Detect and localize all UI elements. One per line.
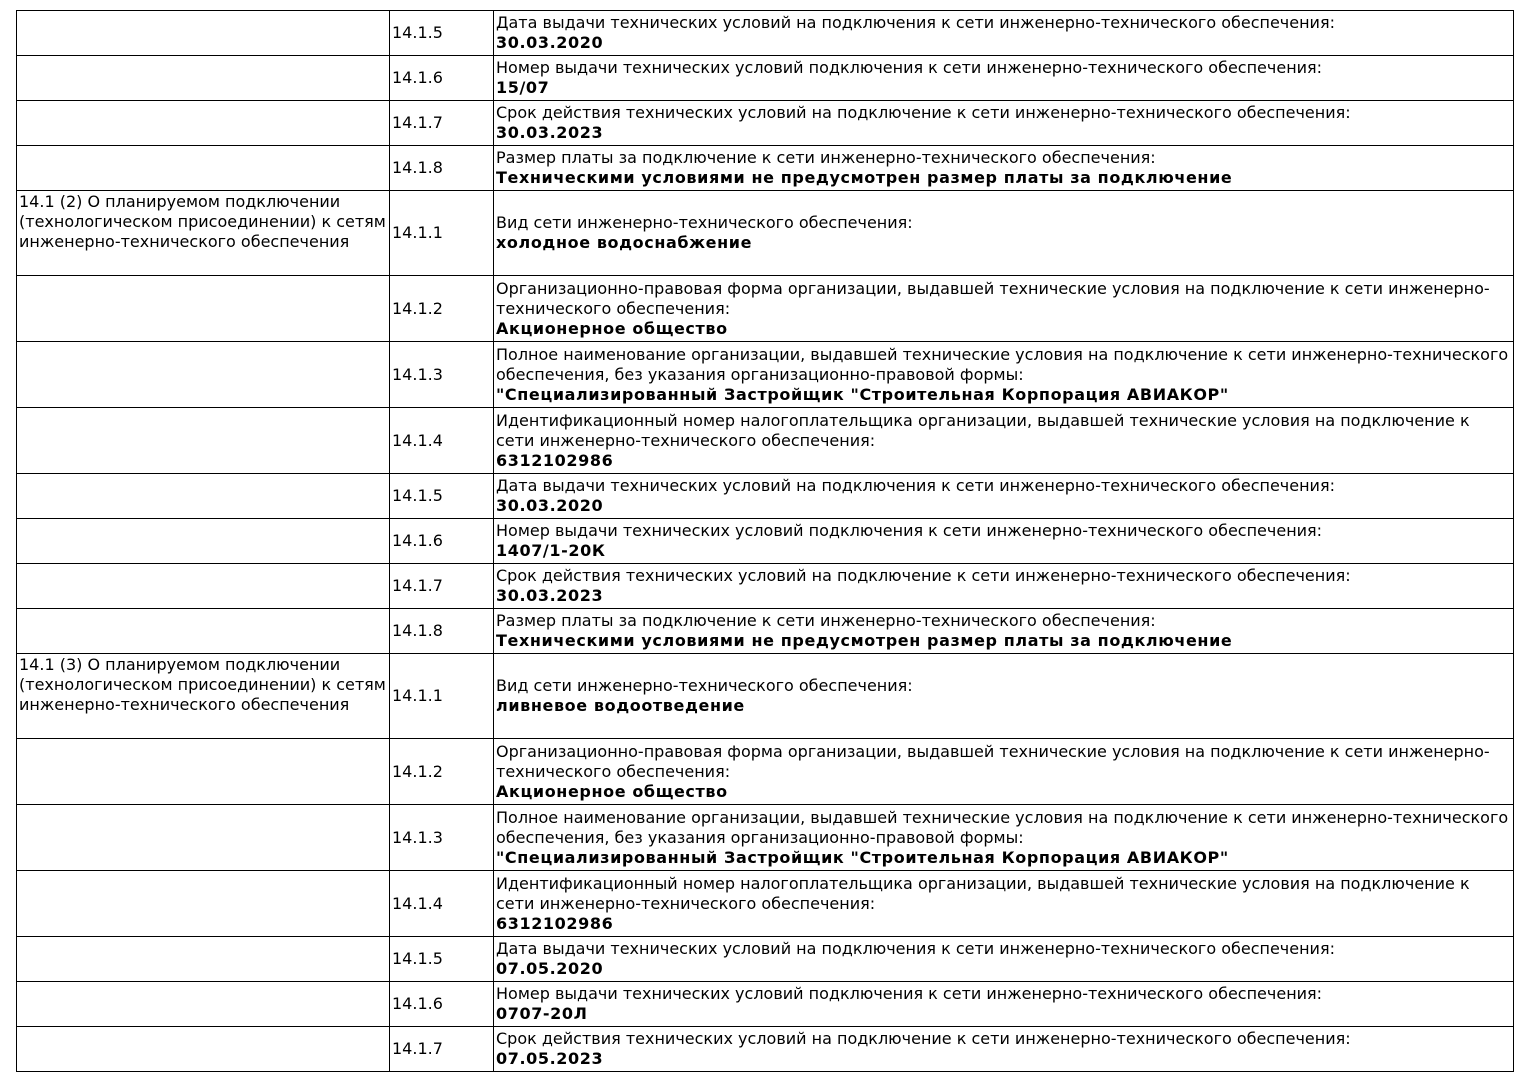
field-label: Вид сети инженерно-технического обеспечения: — [496, 213, 913, 232]
row-code: 14.1.4 — [392, 430, 443, 450]
field-label: Дата выдачи технических условий на подключения к сети инженерно-технического обеспечения: — [496, 13, 1335, 32]
section-cell — [17, 408, 390, 474]
code-cell — [390, 1027, 494, 1072]
code-cell — [390, 101, 494, 146]
field-value: 6312102986 — [496, 450, 614, 470]
section-cell — [17, 101, 390, 146]
code-cell — [390, 805, 494, 871]
code-cell — [390, 609, 494, 654]
field-value: Техническими условиями не предусмотрен размер платы за подключение — [496, 168, 1233, 187]
code-cell — [390, 871, 494, 937]
field-value: "Специализированный Застройщик "Строительная Корпорация АВИАКОР" — [496, 384, 1229, 404]
section-cell — [17, 519, 390, 564]
table-row — [17, 937, 1514, 982]
field-cell — [494, 564, 1514, 609]
code-cell — [390, 342, 494, 408]
row-code: 14.1.6 — [392, 531, 443, 550]
field-cell — [494, 191, 1514, 276]
field-cell — [494, 11, 1514, 56]
table-row — [17, 654, 1514, 739]
field-value: 30.03.2023 — [496, 123, 604, 142]
row-code: 14.1.7 — [392, 113, 443, 132]
row-code: 14.1.7 — [392, 576, 443, 595]
code-cell — [390, 654, 494, 739]
table-row — [17, 191, 1514, 276]
section-cell — [17, 564, 390, 609]
field-value: 15/07 — [496, 78, 550, 97]
field-label: Полное наименование организации, выдавшей технические условия на подключение к сети инженерно-технического обеспечения, без указания организационно-правовой формы: — [496, 807, 1509, 847]
section-cell: 14.1 (3) О планируемом подключении (технологическом присоединении) к сетям инженерно-технического обеспечения — [17, 654, 390, 739]
field-value: 07.05.2020 — [496, 959, 604, 978]
row-code: 14.1.5 — [392, 949, 443, 968]
field-value: 1407/1-20К — [496, 541, 606, 560]
table-row — [17, 739, 1514, 805]
row-code: 14.1.2 — [392, 761, 443, 781]
code-cell — [390, 276, 494, 342]
field-value: Акционерное общество — [496, 318, 728, 338]
row-code: 14.1.8 — [392, 158, 443, 177]
table-row — [17, 11, 1514, 56]
section-cell — [17, 474, 390, 519]
section-cell — [17, 805, 390, 871]
table-row — [17, 564, 1514, 609]
field-cell — [494, 408, 1514, 474]
code-cell — [390, 982, 494, 1027]
field-value: 30.03.2020 — [496, 33, 604, 52]
field-value: 6312102986 — [496, 913, 614, 933]
row-code: 14.1.6 — [392, 994, 443, 1013]
table-row — [17, 609, 1514, 654]
section-cell — [17, 1027, 390, 1072]
field-label: Организационно-правовая форма организации, выдавшей технические условия на подключение к сети инженерно-технического обеспечения: — [496, 741, 1490, 781]
field-label: Срок действия технических условий на подключение к сети инженерно-технического обеспечения: — [496, 566, 1351, 585]
section-cell — [17, 146, 390, 191]
field-label: Организационно-правовая форма организации, выдавшей технические условия на подключение к сети инженерно-технического обеспечения: — [496, 278, 1490, 318]
section-cell — [17, 739, 390, 805]
field-cell — [494, 1027, 1514, 1072]
field-label: Срок действия технических условий на подключение к сети инженерно-технического обеспечения: — [496, 1029, 1351, 1048]
section-cell — [17, 982, 390, 1027]
row-code: 14.1.8 — [392, 621, 443, 640]
field-label: Идентификационный номер налогоплательщика организации, выдавшей технические условия на подключение к сети инженерно-технического обеспечения: — [496, 873, 1470, 913]
field-cell — [494, 474, 1514, 519]
table-row — [17, 805, 1514, 871]
table-row — [17, 474, 1514, 519]
code-cell — [390, 564, 494, 609]
row-code: 14.1.5 — [392, 486, 443, 505]
row-code: 14.1.4 — [392, 893, 443, 913]
field-label: Дата выдачи технических условий на подключения к сети инженерно-технического обеспечения: — [496, 476, 1335, 495]
field-value: 30.03.2020 — [496, 496, 604, 515]
section-cell — [17, 937, 390, 982]
section-cell — [17, 871, 390, 937]
code-cell — [390, 519, 494, 564]
row-code: 14.1.1 — [392, 223, 443, 242]
field-cell — [494, 739, 1514, 805]
table-row — [17, 146, 1514, 191]
section-cell — [17, 342, 390, 408]
table-row — [17, 408, 1514, 474]
code-cell — [390, 937, 494, 982]
field-label: Вид сети инженерно-технического обеспечения: — [496, 676, 913, 695]
section-cell — [17, 609, 390, 654]
field-value: 0707-20Л — [496, 1004, 588, 1023]
section-cell — [17, 11, 390, 56]
field-cell — [494, 982, 1514, 1027]
field-label: Размер платы за подключение к сети инженерно-технического обеспечения: — [496, 611, 1156, 630]
code-cell — [390, 739, 494, 805]
table-row — [17, 871, 1514, 937]
row-code: 14.1.3 — [392, 364, 443, 384]
row-code: 14.1.6 — [392, 68, 443, 87]
code-cell — [390, 474, 494, 519]
field-cell — [494, 56, 1514, 101]
row-code: 14.1.2 — [392, 298, 443, 318]
field-value: 30.03.2023 — [496, 586, 604, 605]
field-value: 07.05.2023 — [496, 1049, 604, 1068]
field-cell — [494, 276, 1514, 342]
field-label: Идентификационный номер налогоплательщика организации, выдавшей технические условия на подключение к сети инженерно-технического обеспечения: — [496, 410, 1470, 450]
field-value: "Специализированный Застройщик "Строительная Корпорация АВИАКОР" — [496, 847, 1229, 867]
field-label: Размер платы за подключение к сети инженерно-технического обеспечения: — [496, 148, 1156, 167]
field-cell — [494, 654, 1514, 739]
code-cell — [390, 56, 494, 101]
row-code: 14.1.3 — [392, 827, 443, 847]
field-value: Акционерное общество — [496, 781, 728, 801]
field-label: Номер выдачи технических условий подключения к сети инженерно-технического обеспечения: — [496, 521, 1323, 540]
field-cell — [494, 871, 1514, 937]
field-value: Техническими условиями не предусмотрен размер платы за подключение — [496, 631, 1233, 650]
field-cell — [494, 519, 1514, 564]
section-cell — [17, 276, 390, 342]
table-body — [17, 11, 1514, 1072]
code-cell — [390, 408, 494, 474]
field-value: ливневое водоотведение — [496, 696, 745, 715]
field-label: Номер выдачи технических условий подключения к сети инженерно-технического обеспечения: — [496, 58, 1323, 77]
table-row — [17, 101, 1514, 146]
row-code: 14.1.1 — [392, 686, 443, 705]
field-cell — [494, 146, 1514, 191]
section-cell: 14.1 (2) О планируемом подключении (технологическом присоединении) к сетям инженерно-технического обеспечения — [17, 191, 390, 276]
table-row — [17, 1027, 1514, 1072]
section-cell — [17, 56, 390, 101]
field-label: Полное наименование организации, выдавшей технические условия на подключение к сети инженерно-технического обеспечения, без указания организационно-правовой формы: — [496, 344, 1509, 384]
field-label: Дата выдачи технических условий на подключения к сети инженерно-технического обеспечения: — [496, 939, 1335, 958]
field-cell — [494, 937, 1514, 982]
table-row — [17, 56, 1514, 101]
field-value: холодное водоснабжение — [496, 233, 753, 252]
row-code: 14.1.5 — [392, 23, 443, 42]
row-code: 14.1.7 — [392, 1039, 443, 1058]
field-cell — [494, 342, 1514, 408]
code-cell — [390, 146, 494, 191]
code-cell — [390, 11, 494, 56]
code-cell — [390, 191, 494, 276]
field-label: Срок действия технических условий на подключение к сети инженерно-технического обеспечения: — [496, 103, 1351, 122]
field-cell — [494, 609, 1514, 654]
table-row — [17, 519, 1514, 564]
table-row — [17, 276, 1514, 342]
declaration-table — [16, 10, 1514, 1072]
field-cell — [494, 805, 1514, 871]
table-row — [17, 342, 1514, 408]
field-label: Номер выдачи технических условий подключения к сети инженерно-технического обеспечения: — [496, 984, 1323, 1003]
field-cell — [494, 101, 1514, 146]
table-row — [17, 982, 1514, 1027]
